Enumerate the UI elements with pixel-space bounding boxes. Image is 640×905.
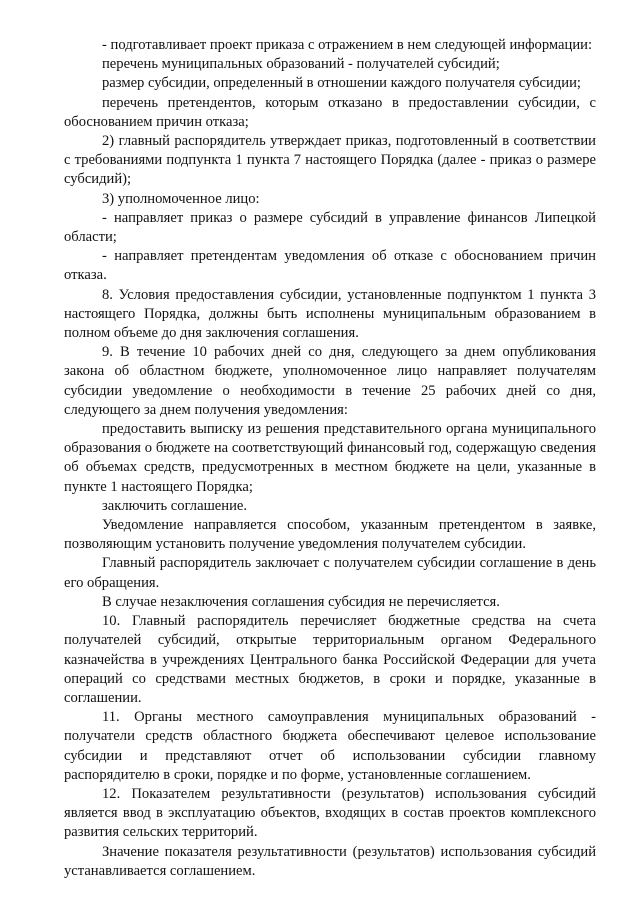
paragraph: - направляет претендентам уведомления об отказе с обоснованием причин отказа. — [64, 248, 596, 284]
paragraph: 2) главный распорядитель утверждает приказ, подготовленный в соответствии с требованиями подпункта 1 пункта 7 настоящего Порядка (далее - приказ о размере субсидий); — [64, 133, 596, 188]
paragraph: Значение показателя результативности (результатов) использования субсидий устанавливается соглашением. — [64, 843, 596, 879]
paragraph: В случае незаключения соглашения субсидия не перечисляется. — [102, 593, 500, 610]
paragraph: Главный распорядитель заключает с получателем субсидии соглашение в день его обращения. — [64, 555, 596, 591]
paragraph: 11. Органы местного самоуправления муниципальных образований - получатели средств областного бюджета обеспечивают целевое использование субсидии и представляют отчет об использовании субсидии главному распорядителю в сроки, порядке и по форме, установленные соглашением. — [64, 709, 596, 783]
paragraph: 12. Показателем результативности (результатов) использования субсидий является ввод в эксплуатацию объектов, входящих в состав проектов комплексного развития сельских территорий. — [64, 785, 596, 841]
paragraph: перечень претендентов, которым отказано в предоставлении субсидии, с обоснованием причин отказа; — [64, 94, 596, 130]
paragraph: - подготавливает проект приказа с отражением в нем следующей информации: — [102, 37, 592, 53]
paragraph: размер субсидии, определенный в отношении каждого получателя субсидии; — [102, 75, 581, 92]
paragraph: 8. Условия предоставления субсидии, установленные подпунктом 1 пункта 3 настоящего Порядка, должны быть исполнены муниципальным образованием в полном объеме до дня заключения соглашения. — [64, 286, 596, 342]
paragraph: перечень муниципальных образований - получателей субсидий; — [102, 56, 500, 73]
paragraph: заключить соглашение. — [102, 497, 248, 514]
paragraph: 10. Главный распорядитель перечисляет бюджетные средства на счета получателей субсидий, открытые территориальным органом Федерального казначейства в учреждениях Центрального банка Российской Федерации для учета операций со средствами местных бюджетов, в сроки и порядке, указанные в соглашении. — [64, 613, 596, 706]
paragraph: 9. В течение 10 рабочих дней со дня, следующего за днем опубликования закона об областном бюджете, уполномоченное лицо направляет получателям субсидии уведомление о необходимости в течение 25 рабочих дней со дня, следующего за днем получения уведомления: — [64, 344, 596, 418]
paragraph: Уведомление направляется способом, указанным претендентом в заявке, позволяющим установить получение уведомления получателем субсидии. — [64, 517, 596, 553]
paragraph: - направляет приказ о размере субсидий в управление финансов Липецкой области; — [64, 209, 596, 246]
paragraph: предоставить выписку из решения представительного органа муниципального образования о бюджете на соответствующий финансовый год, содержащую сведения об объемах средств, предусмотренных в местном бюджете на цели, указанные в пункте 1 настоящего Порядка; — [64, 421, 596, 495]
paragraph: 3) уполномоченное лицо: — [102, 190, 260, 207]
